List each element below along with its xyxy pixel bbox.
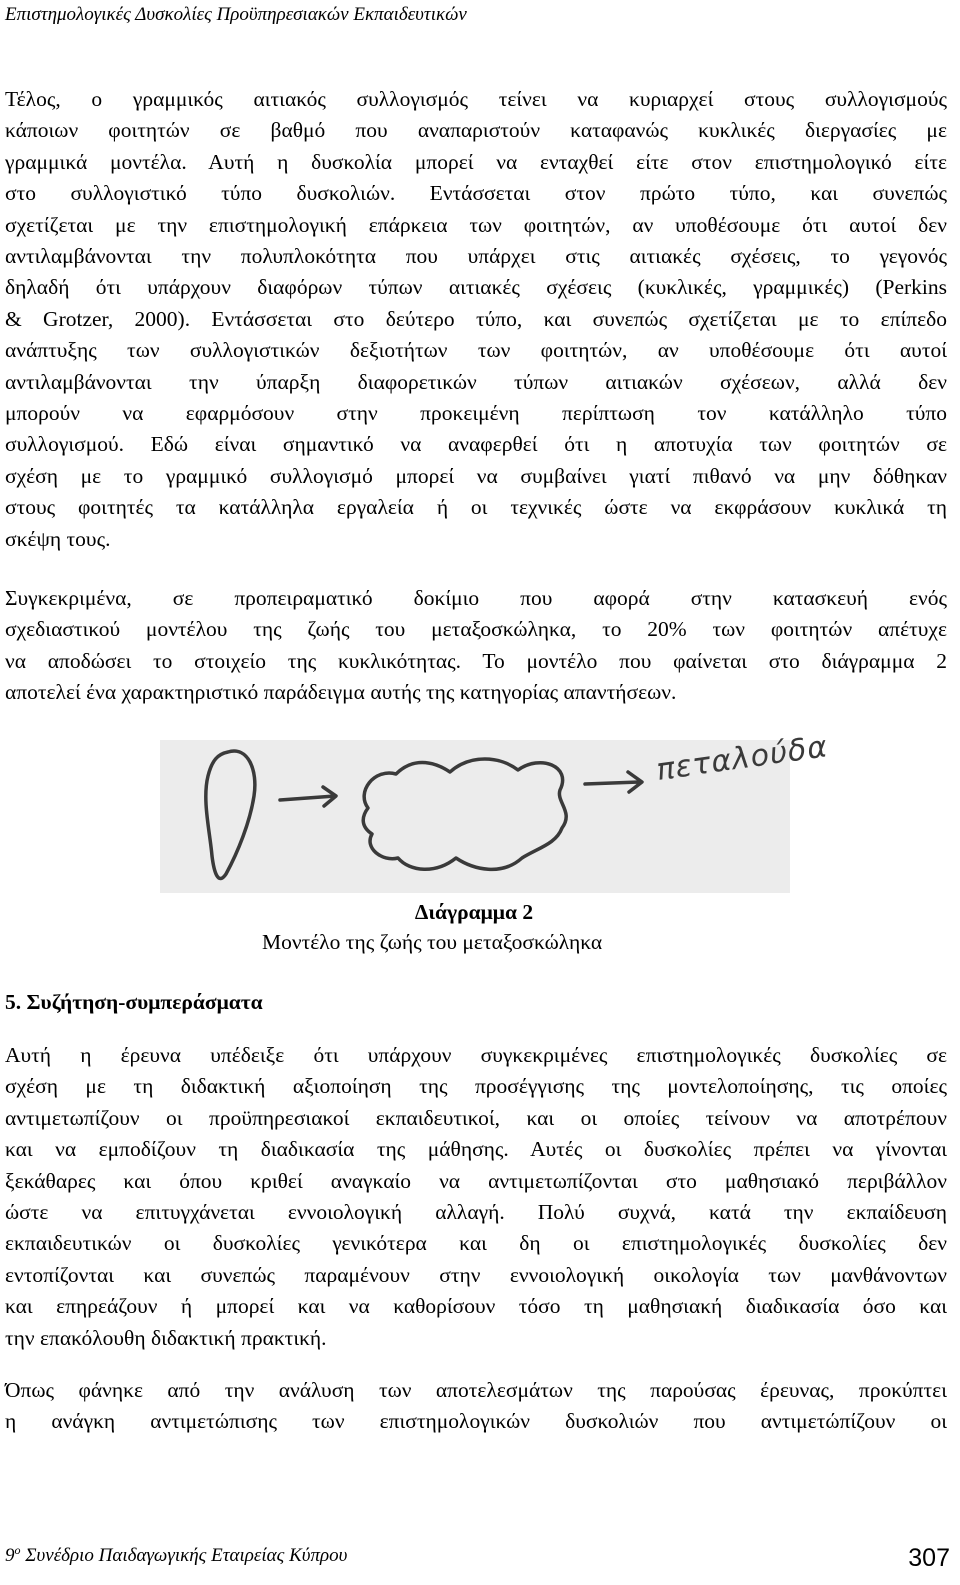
paragraph-line: Τέλος, ο γραμμικός αιτιακός συλλογισμός τείνει να κυριαρχεί στους συλλογισμούς <box>5 87 947 111</box>
hand-drawn-model-sketch <box>160 729 831 893</box>
paragraph-line: ανάπτυξης των συλλογιστικών δεξιοτήτων των φοιτητών, αν υποθέσουμε ότι αυτοί <box>5 338 947 363</box>
paragraph-line: να αποδώσει το στοιχείο της κυκλικότητας. Το μοντέλο που φαίνεται στο διάγραμμα 2 <box>5 648 947 673</box>
paragraph-line: αποτελεί ένα χαρακτηριστικό παράδειγμα αυτής της κατηγορίας απαντήσεων. <box>5 680 677 705</box>
figure-caption-title: Διάγραμμα 2 <box>414 900 534 924</box>
paragraph-line: εκπαιδευτικών οι δυσκολίες γενικότερα και δη οι επιστημολογικές δυσκολίες δεν <box>5 1231 947 1256</box>
paragraph-line: εντοπίζονται και συνεπώς παραμένουν στην εννοιολογική οικολογία των μανθάνοντων <box>5 1262 947 1287</box>
conference-number: 9 <box>5 1545 15 1566</box>
paragraph-line: Όπως φάνηκε από την ανάλυση των αποτελεσμάτων της παρούσας έρευνας, προκύπτει <box>5 1378 947 1402</box>
paragraph-line: και να εμποδίζουν τη διαδικασία της μάθησης. Αυτές οι δυσκολίες πρέπει να γίνονται <box>5 1137 947 1162</box>
paragraph-line: σχέση με το γραμμικό συλλογισμό μπορεί να συμβαίνει γιατί πιθανό να μην δόθηκαν <box>5 463 947 488</box>
footer-conference <box>5 1537 347 1569</box>
paragraph-2 <box>5 583 947 709</box>
paragraph-line: & Grotzer, 2000). Εντάσσεται στο δεύτερο τύπο, και συνεπώς σχετίζεται με το επίπεδο <box>5 306 947 331</box>
page-number: 307 <box>908 1544 950 1572</box>
paragraph-line: μπορούν να εφαρμόσουν στην προκειμένη περίπτωση τον κατάλληλο τύπο <box>5 401 947 426</box>
paragraph-line: στους φοιτητές τα κατάλληλα εργαλεία ή οι τεχνικές ώστε να εκφράσουν κυκλικά τη <box>5 495 947 520</box>
paragraph-4 <box>5 1375 947 1438</box>
paragraph-line: Συγκεκριμένα, σε προπειραματικό δοκίμιο που αφορά στην κατασκευή ενός <box>5 586 947 610</box>
paragraph-line: γραμμικά μοντέλα. Αυτή η δυσκολία μπορεί να ενταχθεί είτε στον επιστημολογικό είτε <box>5 149 947 174</box>
section-heading: 5. Συζήτηση-συμπεράσματα <box>5 990 263 1014</box>
paragraph-line: ώστε να επιτυγχάνεται εννοιολογική αλλαγή. Πολύ συχνά, κατά την εκπαίδευση <box>5 1200 947 1225</box>
paragraph-line: σχέση με τη διδακτική αξιοποίηση της προσέγγισης της μοντελοποίησης, τις οποίες <box>5 1074 947 1099</box>
conference-superscript: ο <box>14 1543 21 1557</box>
paragraph-line: σχεδιαστικού μοντέλου της ζωής του μεταξοσκώληκα, το 20% των φοιτητών απέτυχε <box>5 617 947 642</box>
paragraph-line: αντιλαμβάνονται την πολυπλοκότητα που υπάρχει στις αιτιακές σχέσεις, το γεγονός <box>5 244 947 269</box>
conference-name: Συνέδριο Παιδαγωγικής Εταιρείας Κύπρου <box>20 1545 348 1566</box>
paragraph-line: αντιμετωπίζουν οι προϋπηρεσιακοί εκπαιδευτικοί, και οι οποίες τείνουν να αποτρέπουν <box>5 1105 947 1130</box>
paragraph-3 <box>5 1040 947 1354</box>
paragraph-line: και επηρεάζουν ή μπορεί και να καθορίσουν τόσο τη μαθησιακή διαδικασία όσο και <box>5 1294 947 1319</box>
paragraph-line: την επακόλουθη διδακτική πρακτική. <box>5 1325 327 1350</box>
paragraph-line: συλλογισμού. Εδώ είναι σημαντικό να αναφερθεί ότι η αποτυχία των φοιτητών σε <box>5 432 947 457</box>
paragraph-line: σκέψη τους. <box>5 526 111 551</box>
paragraph-line: αντιλαμβάνονται την ύπαρξη διαφορετικών τύπων αιτιακών σχέσεων, αλλά δεν <box>5 369 947 394</box>
paragraph-line: Αυτή η έρευνα υπέδειξε ότι υπάρχουν συγκεκριμένες επιστημολογικές δυσκολίες σε <box>5 1043 947 1067</box>
running-header: Επιστημολογικές Δυσκολίες Προϋπηρεσιακών Εκπαιδευτικών <box>5 4 467 25</box>
paragraph-line: κάποιων φοιτητών σε βαθμό που αναπαριστούν καταφανώς κυκλικές διεργασίες με <box>5 118 947 143</box>
paragraph-line: στο συλλογιστικό τύπο δυσκολιών. Εντάσσεται στον πρώτο τύπο, και συνεπώς <box>5 181 947 206</box>
figure-caption-subtitle: Μοντέλο της ζωής του μεταξοσκώληκα <box>262 930 603 954</box>
silkworm-diagram-figure <box>160 729 831 893</box>
paragraph-line: η ανάγκη αντιμετώπισης των επιστημολογικών δυσκολιών που αντιμετώπίζουν οι <box>5 1409 947 1434</box>
paragraph-line: ξεκάθαρες και όπου κριθεί αναγκαίο να αντιμετωπίζονται στο μαθησιακό περιβάλλον <box>5 1168 947 1193</box>
paragraph-1 <box>5 84 947 555</box>
paragraph-line: σχετίζεται με την επιστημολογική επάρκεια των φοιτητών, αν υποθέσουμε ότι αυτοί δεν <box>5 212 947 237</box>
paragraph-line: δηλαδή ότι υπάρχουν διαφόρων τύπων αιτιακές σχέσεις (κυκλικές, γραμμικές) (Perkins <box>5 275 947 300</box>
handwritten-label: πεταλούδα <box>654 729 831 788</box>
